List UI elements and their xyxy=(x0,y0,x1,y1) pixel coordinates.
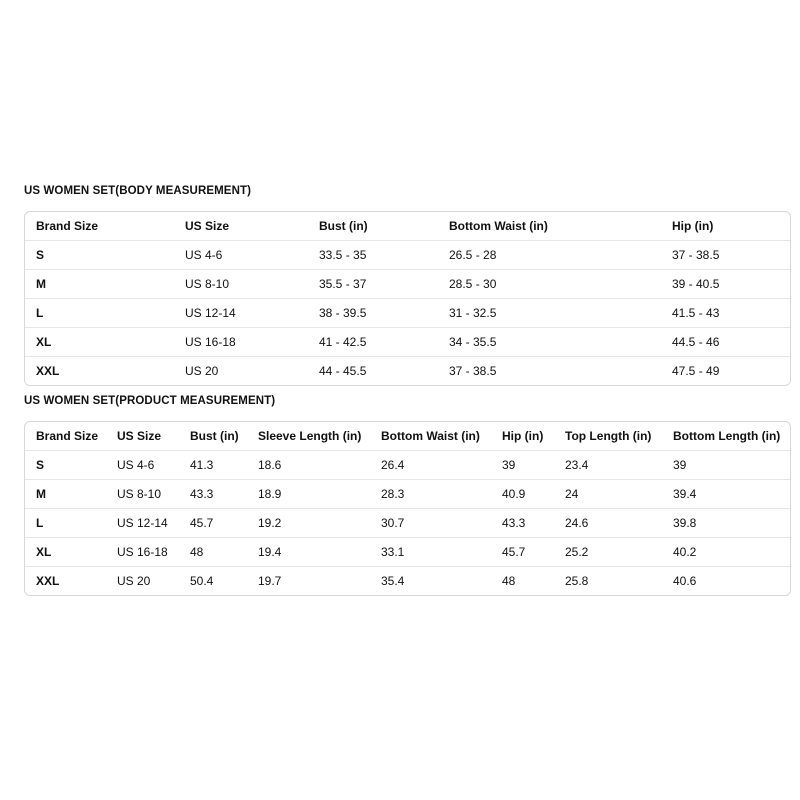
product-table-cell: S xyxy=(25,451,106,480)
body-column-header: US Size xyxy=(185,219,230,233)
product-table-cell: L xyxy=(25,509,106,538)
product-table-row xyxy=(25,538,791,567)
product-table-cell: 30.7 xyxy=(370,509,491,538)
body-header-row xyxy=(25,212,791,241)
product-table-row xyxy=(25,451,791,480)
body-table-cell: M xyxy=(25,270,174,299)
body-table-row xyxy=(25,299,791,328)
body-table-cell: 35.5 - 37 xyxy=(308,270,438,299)
body-column-header: Bust (in) xyxy=(319,219,368,233)
body-table-cell: 37 - 38.5 xyxy=(438,357,661,386)
body-table-cell: 44 - 45.5 xyxy=(308,357,438,386)
product-table-cell: M xyxy=(25,480,106,509)
body-measurement-table xyxy=(25,212,791,385)
body-table-cell: XL xyxy=(25,328,174,357)
product-table-cell: 24 xyxy=(554,480,662,509)
body-column-header: Hip (in) xyxy=(672,219,714,233)
body-column-header: Bottom Waist (in) xyxy=(449,219,548,233)
product-table-cell: 23.4 xyxy=(554,451,662,480)
product-table-cell: 50.4 xyxy=(179,567,247,596)
product-table-cell: 43.3 xyxy=(491,509,554,538)
product-table-cell: 39 xyxy=(662,451,791,480)
product-table-cell: US 16-18 xyxy=(106,538,179,567)
product-table-row xyxy=(25,509,791,538)
body-measurement-table-container xyxy=(24,211,791,386)
product-table-cell: 33.1 xyxy=(370,538,491,567)
product-column-header: Bottom Waist (in) xyxy=(381,429,480,443)
body-table-cell: 41 - 42.5 xyxy=(308,328,438,357)
body-column-header: Brand Size xyxy=(36,219,99,233)
body-table-cell: US 20 xyxy=(174,357,308,386)
body-table-cell: 47.5 - 49 xyxy=(661,357,791,386)
product-table-cell: 43.3 xyxy=(179,480,247,509)
product-table-cell: 18.9 xyxy=(247,480,370,509)
product-table-cell: 19.2 xyxy=(247,509,370,538)
product-table-cell: 19.4 xyxy=(247,538,370,567)
body-table-cell: US 16-18 xyxy=(174,328,308,357)
product-column-header: Hip (in) xyxy=(502,429,544,443)
product-measurement-table-container xyxy=(24,421,791,596)
body-table-cell: 33.5 - 35 xyxy=(308,241,438,270)
body-table-row xyxy=(25,270,791,299)
body-table-cell: 26.5 - 28 xyxy=(438,241,661,270)
product-column-header: Bottom Length (in) xyxy=(673,429,781,443)
body-table-row xyxy=(25,241,791,270)
body-table-cell: L xyxy=(25,299,174,328)
product-table-cell: 41.3 xyxy=(179,451,247,480)
product-table-cell: 39.8 xyxy=(662,509,791,538)
body-table-cell: US 4-6 xyxy=(174,241,308,270)
body-table-row xyxy=(25,357,791,386)
body-table-cell: 38 - 39.5 xyxy=(308,299,438,328)
product-table-cell: 25.2 xyxy=(554,538,662,567)
body-table-cell: 41.5 - 43 xyxy=(661,299,791,328)
product-column-header: US Size xyxy=(117,429,162,443)
product-measurement-title: US WOMEN SET(PRODUCT MEASUREMENT) xyxy=(24,395,276,407)
product-table-cell: US 4-6 xyxy=(106,451,179,480)
product-table-cell: 40.6 xyxy=(662,567,791,596)
product-header-row xyxy=(25,422,791,451)
body-table-cell: 44.5 - 46 xyxy=(661,328,791,357)
body-table-cell: S xyxy=(25,241,174,270)
product-table-cell: 35.4 xyxy=(370,567,491,596)
product-measurement-section xyxy=(24,394,791,596)
body-table-cell: XXL xyxy=(25,357,174,386)
product-measurement-table xyxy=(25,422,791,595)
product-column-header: Top Length (in) xyxy=(565,429,652,443)
body-table-cell: 37 - 38.5 xyxy=(661,241,791,270)
body-table-cell: 34 - 35.5 xyxy=(438,328,661,357)
body-measurement-title: US WOMEN SET(BODY MEASUREMENT) xyxy=(24,185,252,197)
product-table-cell: 45.7 xyxy=(491,538,554,567)
body-table-cell: 28.5 - 30 xyxy=(438,270,661,299)
body-table-cell: US 8-10 xyxy=(174,270,308,299)
product-table-cell: 19.7 xyxy=(247,567,370,596)
product-table-cell: 18.6 xyxy=(247,451,370,480)
product-table-cell: 48 xyxy=(491,567,554,596)
body-table-cell: 39 - 40.5 xyxy=(661,270,791,299)
product-table-cell: 40.9 xyxy=(491,480,554,509)
product-column-header: Bust (in) xyxy=(190,429,239,443)
product-table-cell: US 20 xyxy=(106,567,179,596)
product-table-cell: 28.3 xyxy=(370,480,491,509)
product-table-cell: 25.8 xyxy=(554,567,662,596)
product-table-cell: 48 xyxy=(179,538,247,567)
product-table-cell: 40.2 xyxy=(662,538,791,567)
product-table-cell: 39.4 xyxy=(662,480,791,509)
product-table-cell: XL xyxy=(25,538,106,567)
body-table-cell: US 12-14 xyxy=(174,299,308,328)
body-table-cell: 31 - 32.5 xyxy=(438,299,661,328)
product-table-cell: 26.4 xyxy=(370,451,491,480)
body-measurement-section xyxy=(24,184,791,386)
product-table-cell: US 8-10 xyxy=(106,480,179,509)
product-table-cell: US 12-14 xyxy=(106,509,179,538)
product-table-cell: XXL xyxy=(25,567,106,596)
product-column-header: Brand Size xyxy=(36,429,99,443)
product-table-cell: 24.6 xyxy=(554,509,662,538)
product-table-cell: 39 xyxy=(491,451,554,480)
product-table-row xyxy=(25,480,791,509)
product-column-header: Sleeve Length (in) xyxy=(258,429,362,443)
body-table-row xyxy=(25,328,791,357)
product-table-cell: 45.7 xyxy=(179,509,247,538)
product-table-row xyxy=(25,567,791,596)
